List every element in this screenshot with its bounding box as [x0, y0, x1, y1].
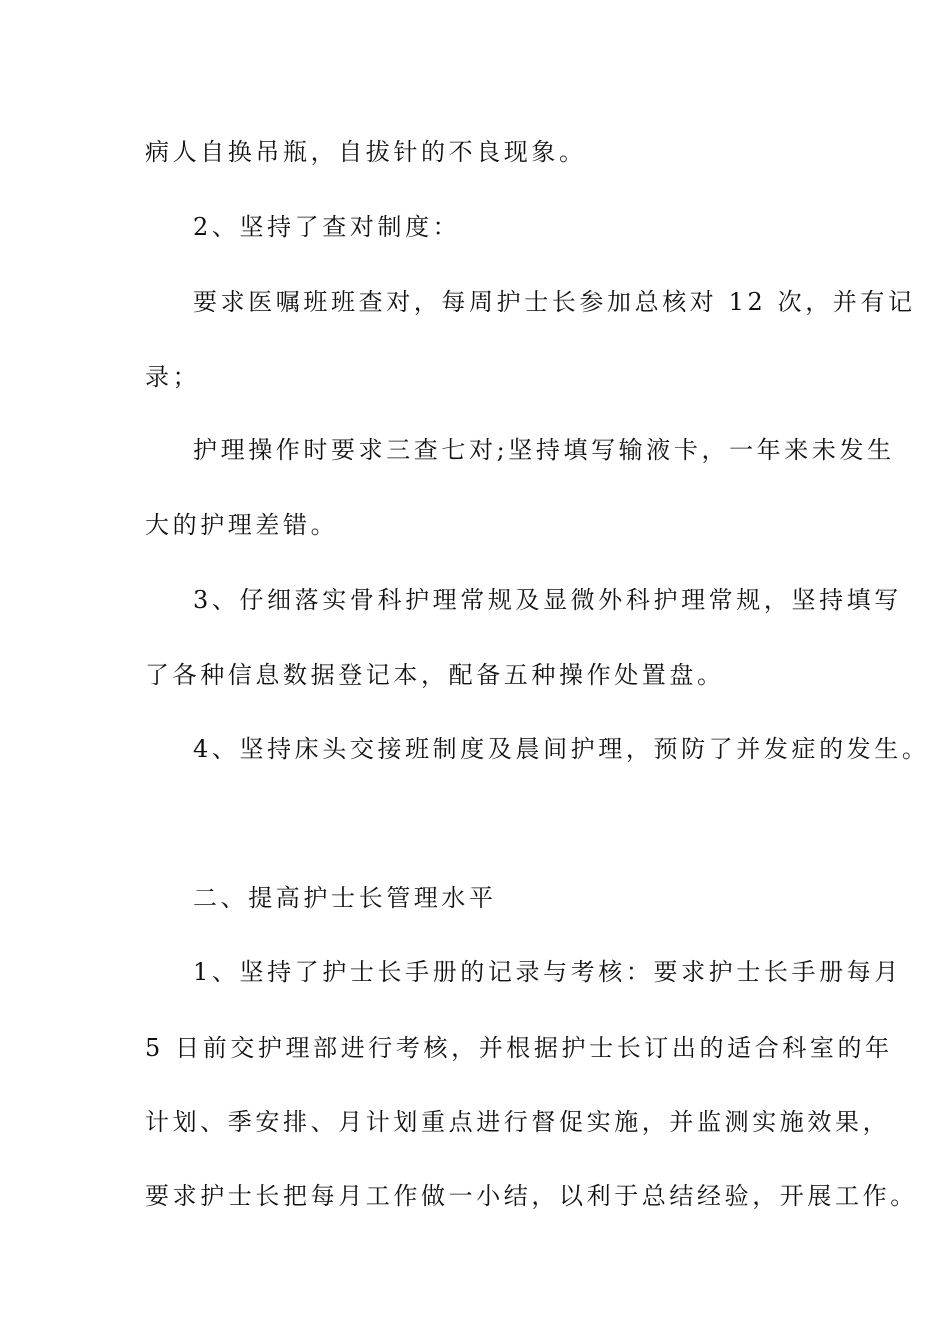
paragraph-line: 1、坚持了护士长手册的记录与考核：要求护士长手册每月	[193, 958, 902, 986]
section-heading: 二、提高护士长管理水平	[193, 884, 497, 912]
paragraph-line: 要求护士长把每月工作做一小结，以利于总结经验，开展工作。	[145, 1182, 918, 1210]
paragraph-line: 大的护理差错。	[145, 511, 339, 539]
paragraph-line: 病人自换吊瓶，自拔针的不良现象。	[145, 138, 587, 166]
paragraph-line: 4、坚持床头交接班制度及晨间护理，预防了并发症的发生。	[193, 735, 930, 763]
paragraph-line: 要求医嘱班班查对，每周护士长参加总核对 12 次，并有记	[193, 288, 916, 316]
paragraph-line: 5 日前交护理部进行考核，并根据护士长订出的适合科室的年	[145, 1034, 893, 1062]
paragraph-line: 了各种信息数据登记本，配备五种操作处置盘。	[145, 661, 725, 689]
paragraph-line: 护理操作时要求三查七对;坚持填写输液卡，一年来未发生	[193, 436, 895, 464]
paragraph-line: 3、仔细落实骨科护理常规及显微外科护理常规，坚持填写	[193, 586, 902, 614]
paragraph-line: 录；	[145, 363, 201, 391]
paragraph-line: 2、坚持了查对制度：	[193, 213, 461, 241]
paragraph-line: 计划、季安排、月计划重点进行督促实施，并监测实施效果，	[145, 1108, 891, 1136]
